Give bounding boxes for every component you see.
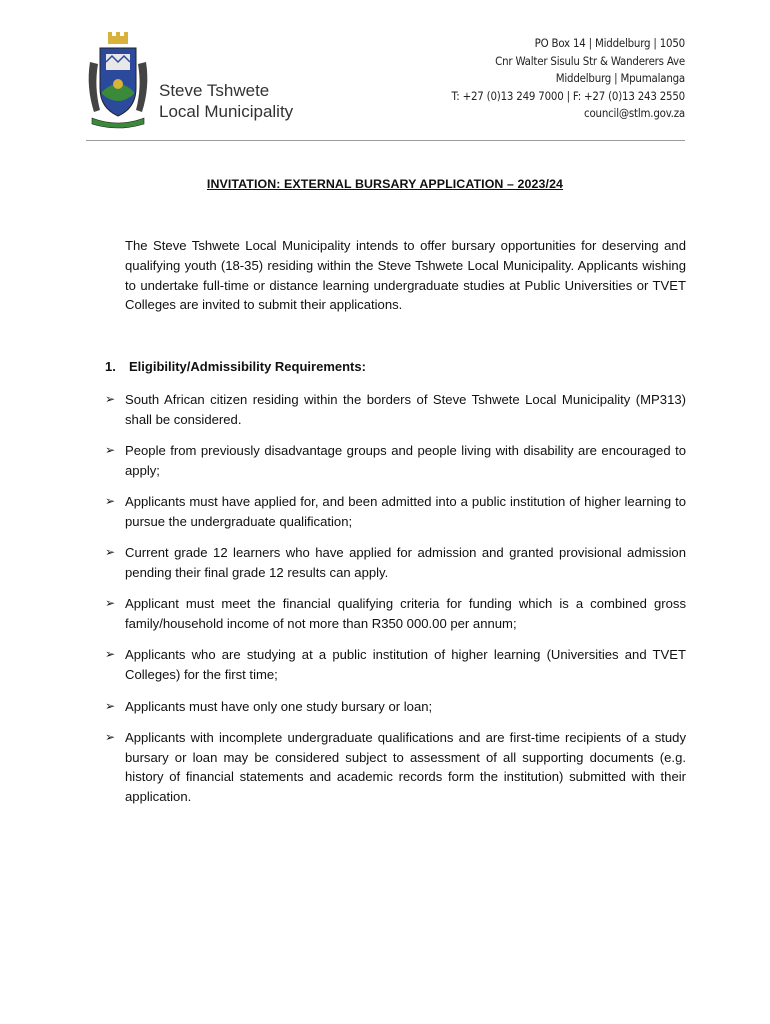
intro-paragraph: The Steve Tshwete Local Municipality intends to offer bursary opportunities for deserving and qualifying youth (18-35) residing within the Steve Tshwete Local Municipality. Applicants wishing to undertake full-time or distance learning undergraduate studies at Public Universities or TVET Colleges are invited to submit their applications. (125, 238, 686, 313)
list-item (105, 492, 686, 532)
arrow-bullet-icon: ➢ (105, 494, 116, 509)
list-item-text: Applicants must have applied for, and been admitted into a public institution of higher learning to pursue the undergraduate qualification; (125, 494, 686, 529)
arrow-bullet-icon: ➢ (105, 545, 116, 560)
requirements-list (105, 390, 686, 819)
list-item (105, 697, 686, 717)
list-item-text: Applicants must have only one study bursary or loan; (125, 698, 433, 714)
document-title: INVITATION: EXTERNAL BURSARY APPLICATION – 2023/24 (206, 177, 564, 191)
section-title: Eligibility/Admissibility Requirements: (129, 359, 366, 374)
section-number: 1. (105, 359, 116, 374)
list-item-text: Applicants who are studying at a public institution of higher learning (Universities and TVET Colleges) for the first time; (125, 647, 686, 683)
org-name (159, 80, 293, 122)
list-item (105, 594, 686, 634)
org-name-line-2: Local Municipality (159, 102, 294, 121)
arrow-bullet-icon: ➢ (105, 647, 116, 662)
contact-email: council@stlm.gov.za (584, 106, 685, 121)
list-item-text: South African citizen residing within the borders of Steve Tshwete Local Municipality (MP313) shall be considered. (125, 392, 686, 427)
contact-phone: T: +27 (0)13 249 7000 | F: +27 (0)13 243 2550 (451, 88, 685, 103)
arrow-bullet-icon: ➢ (105, 392, 116, 406)
list-item-text: Applicant must meet the financial qualifying criteria for funding which is a combined gross family/household income of not more than R350 000.00 per annum; (125, 596, 686, 632)
arrow-bullet-icon: ➢ (105, 443, 116, 458)
arrow-bullet-icon: ➢ (105, 596, 116, 611)
header-divider (86, 140, 685, 141)
contact-postal: PO Box 14 | Middelburg | 1050 (534, 36, 685, 50)
list-item (105, 728, 686, 807)
arrow-bullet-icon: ➢ (105, 729, 116, 744)
org-name-line-1: Steve Tshwete (159, 81, 270, 100)
contact-block (451, 35, 685, 123)
list-item-text: Applicants with incomplete undergraduate qualifications and are first-time recipients of a study bursary or loan may be considered subject to assessment of all supporting documents (e.g. history of financial statements and academic records form the institution) submitted with their application. (125, 729, 686, 805)
list-item-text: Current grade 12 learners who have applied for admission and granted provisional admission pending their final grade 12 results can apply. (125, 545, 686, 581)
contact-street: Cnr Walter Sisulu Str & Wanderers Ave (495, 53, 685, 68)
section-heading (105, 359, 366, 374)
list-item (105, 645, 686, 685)
list-item (105, 441, 686, 481)
list-item (105, 543, 686, 583)
list-item-text: People from previously disadvantage groups and people living with disability are encouraged to apply; (125, 443, 686, 478)
arrow-bullet-icon: ➢ (105, 698, 116, 713)
list-item (105, 390, 686, 430)
contact-city: Middelburg | Mpumalanga (555, 71, 685, 86)
municipal-crest-logo (84, 32, 152, 130)
